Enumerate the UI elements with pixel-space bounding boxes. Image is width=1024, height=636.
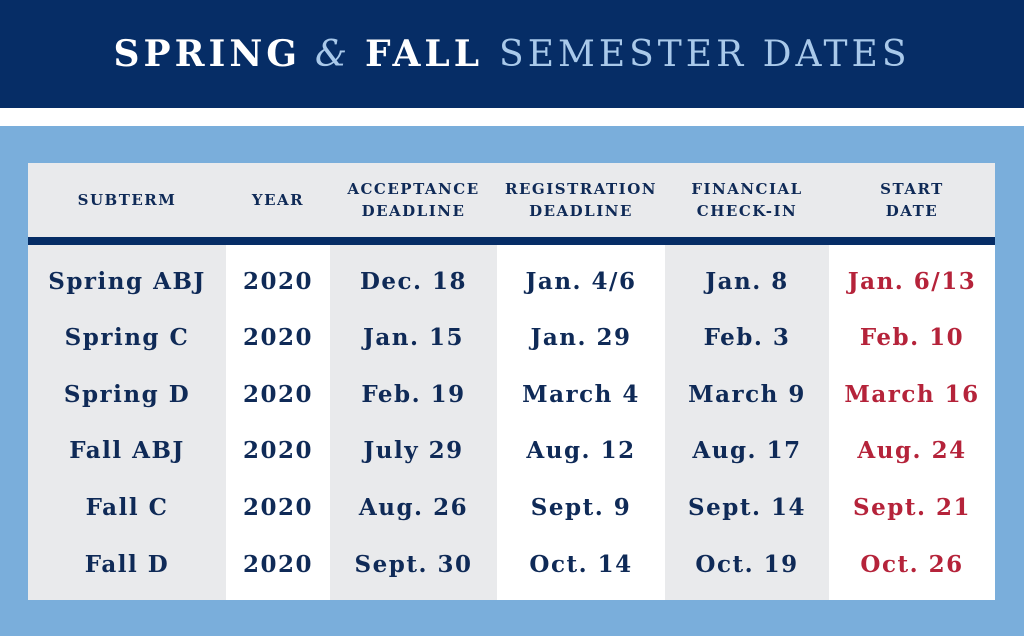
cell-financial-check-in: Sept. 14 <box>688 493 806 521</box>
header-divider <box>28 237 995 245</box>
cell-subterm: Fall D <box>84 550 170 578</box>
header-subterm: SUBTERM <box>77 191 177 209</box>
header-registration-deadline: REGISTRATION DEADLINE <box>505 180 657 220</box>
cell-acceptance-deadline: Aug. 26 <box>358 493 469 521</box>
cell-registration-deadline: March 4 <box>522 380 640 408</box>
cell-acceptance-deadline: Feb. 19 <box>361 380 466 408</box>
cell-financial-check-in: Feb. 3 <box>703 324 791 352</box>
cell-acceptance-deadline: Dec. 18 <box>359 267 468 295</box>
cell-subterm: Fall C <box>85 493 169 521</box>
cell-subterm: Spring ABJ <box>48 267 206 295</box>
cell-year: 2020 <box>242 380 313 408</box>
cell-financial-check-in: Aug. 17 <box>692 437 802 465</box>
cell-registration-deadline: Oct. 14 <box>529 550 633 578</box>
cell-subterm: Spring D <box>63 380 191 408</box>
cell-financial-check-in: Jan. 8 <box>705 267 789 295</box>
page-title <box>113 32 911 75</box>
cell-acceptance-deadline: July 29 <box>363 437 464 465</box>
header-acceptance-deadline: ACCEPTANCE DEADLINE <box>347 180 480 220</box>
cell-year: 2020 <box>242 324 313 352</box>
semester-dates-table <box>28 163 995 600</box>
cell-start-date: Aug. 24 <box>857 437 967 465</box>
cell-start-date: Oct. 26 <box>860 550 964 578</box>
cell-registration-deadline: Jan. 4/6 <box>525 267 637 295</box>
cell-year: 2020 <box>242 437 313 465</box>
cell-acceptance-deadline: Sept. 30 <box>354 550 473 578</box>
title-banner <box>0 0 1024 108</box>
title-fall: FALL <box>365 32 484 75</box>
table-header-row <box>28 163 995 237</box>
cell-start-date: Jan. 6/13 <box>847 267 977 295</box>
cell-subterm: Fall ABJ <box>69 437 185 465</box>
header-start-date: START DATE <box>880 180 944 220</box>
cell-year: 2020 <box>242 493 313 521</box>
cell-subterm: Spring C <box>64 324 190 352</box>
cell-registration-deadline: Jan. 29 <box>530 324 632 352</box>
cell-year: 2020 <box>242 550 313 578</box>
cell-acceptance-deadline: Jan. 15 <box>362 324 465 352</box>
title-semester-dates: SEMESTER DATES <box>499 33 911 75</box>
cell-financial-check-in: Oct. 19 <box>695 550 799 578</box>
header-financial-check-in: FINANCIAL CHECK-IN <box>691 180 803 220</box>
cell-registration-deadline: Aug. 12 <box>526 437 636 465</box>
cell-financial-check-in: March 9 <box>688 380 806 408</box>
title-ampersand: & <box>314 33 352 75</box>
cell-start-date: March 16 <box>844 380 980 408</box>
cell-start-date: Sept. 21 <box>853 493 971 521</box>
cell-registration-deadline: Sept. 9 <box>530 493 632 521</box>
header-year: YEAR <box>251 191 305 209</box>
title-spring: SPRING <box>113 32 301 75</box>
cell-year: 2020 <box>242 267 313 295</box>
cell-start-date: Feb. 10 <box>859 324 965 352</box>
